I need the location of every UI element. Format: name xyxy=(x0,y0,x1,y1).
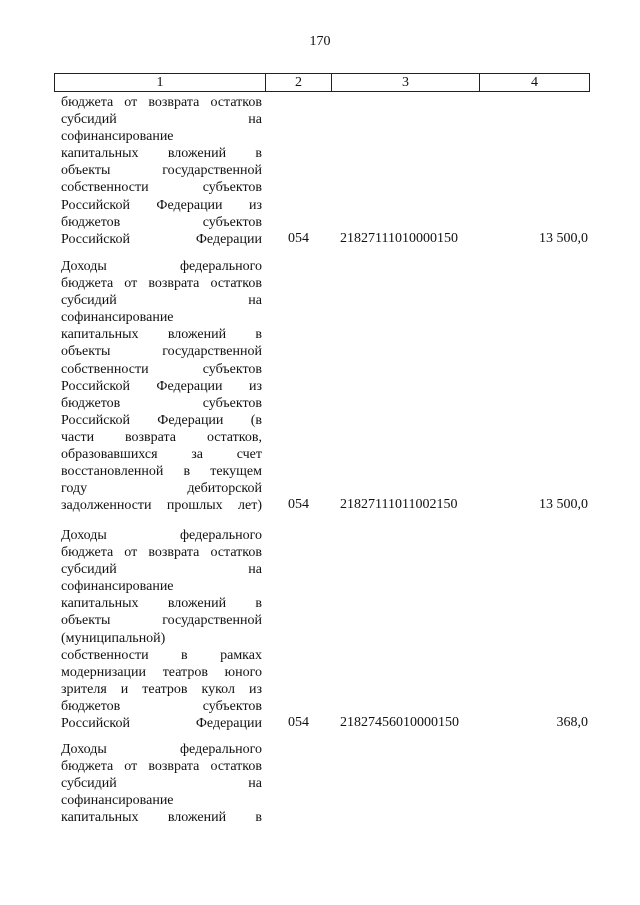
description-word: в xyxy=(255,146,262,162)
description-line xyxy=(61,809,262,826)
description-line: Российской Федерации xyxy=(61,716,262,732)
description-line: софинансирование xyxy=(61,129,174,145)
description-line: (муниципальной) xyxy=(61,630,166,646)
admin-code-cell: 054 xyxy=(288,230,309,246)
description-line xyxy=(61,326,262,343)
description-line: софинансирование xyxy=(61,793,174,809)
column-header-table xyxy=(54,73,590,92)
kbk-code-cell: 21827111011002150 xyxy=(340,497,458,513)
column-header-2: 2 xyxy=(266,74,332,92)
description-line xyxy=(61,343,262,360)
amount-cell: 368,0 xyxy=(556,715,588,731)
description-line: бюджета от возврата остатков xyxy=(61,759,262,775)
description-line: задолженности прошлых лет) xyxy=(61,498,262,514)
description-word: на xyxy=(248,112,262,128)
description-word: рамках xyxy=(220,647,262,663)
description-line: софинансирование xyxy=(61,579,174,595)
description-word: Российской xyxy=(61,197,130,213)
description-line xyxy=(61,446,262,463)
description-word: объекты xyxy=(61,163,111,179)
description-word: году xyxy=(61,481,88,497)
description-word: вложений xyxy=(167,146,227,162)
description-line xyxy=(61,395,262,412)
description-word: бюджетов xyxy=(61,214,121,230)
description-word: из xyxy=(248,378,262,394)
description-word: остатков, xyxy=(206,429,262,445)
column-header-1: 1 xyxy=(55,74,266,92)
description-word: на xyxy=(248,293,262,309)
description-word: капитальных xyxy=(61,596,139,612)
description-line xyxy=(61,741,262,758)
description-word: государственной xyxy=(162,163,262,179)
column-header-3: 3 xyxy=(332,74,480,92)
description-word: в xyxy=(183,464,191,480)
description-word: собственности xyxy=(61,361,149,377)
description-word: Федерации xyxy=(156,197,223,213)
description-line xyxy=(61,162,262,179)
description-word: Доходы xyxy=(61,742,107,757)
description-word: субъектов xyxy=(202,214,262,230)
description-word: Федерации xyxy=(157,412,224,428)
page-number: 170 xyxy=(309,34,331,49)
description-line xyxy=(61,145,262,162)
description-word: объекты xyxy=(61,613,111,629)
description-line xyxy=(61,179,262,196)
description-word: собственности xyxy=(61,647,149,663)
table-row-description xyxy=(61,741,262,826)
amount-cell: 13 500,0 xyxy=(539,230,588,246)
description-word: бюджетов xyxy=(61,698,121,714)
description-line xyxy=(61,480,262,497)
description-line xyxy=(61,698,262,715)
description-word: в xyxy=(255,327,262,343)
table-row-description xyxy=(61,527,262,732)
description-word: субъектов xyxy=(202,180,262,196)
description-word: субъектов xyxy=(202,361,262,377)
admin-code-cell: 054 xyxy=(288,497,309,513)
description-line xyxy=(61,412,262,429)
description-word: Российской xyxy=(61,412,130,428)
description-word: за xyxy=(191,447,203,463)
description-line xyxy=(61,463,262,480)
description-line: бюджета от возврата остатков xyxy=(61,545,262,561)
description-word: капитальных xyxy=(61,810,139,826)
description-word: Доходы xyxy=(61,528,107,543)
description-line xyxy=(61,561,262,578)
description-word: части xyxy=(61,429,95,445)
description-word: возврата xyxy=(125,429,177,445)
description-line xyxy=(61,429,262,446)
description-word: государственной xyxy=(162,613,262,629)
description-word: федерального xyxy=(179,259,262,274)
description-word: на xyxy=(248,776,262,792)
description-word: (в xyxy=(250,412,262,428)
description-line xyxy=(61,527,262,544)
description-line xyxy=(61,775,262,792)
description-word: образовавшихся xyxy=(61,447,158,463)
description-line: Российской Федерации xyxy=(61,231,262,247)
description-line xyxy=(61,378,262,395)
description-word: Российской xyxy=(61,378,130,394)
description-word: Доходы xyxy=(61,259,107,274)
description-word: вложений xyxy=(167,327,227,343)
description-word: на xyxy=(248,562,262,578)
description-word: в xyxy=(255,596,262,612)
column-header-row xyxy=(55,74,590,92)
description-word: федерального xyxy=(179,742,262,757)
description-word: бюджетов xyxy=(61,395,121,411)
description-word: объекты xyxy=(61,344,111,360)
table-row-description xyxy=(61,258,262,514)
description-line: модернизации театров юного xyxy=(61,664,262,680)
description-word: субсидий xyxy=(61,293,117,309)
description-line xyxy=(61,197,262,214)
table-row-description xyxy=(61,94,262,248)
description-word: дебиторской xyxy=(187,481,262,497)
description-line xyxy=(61,612,262,629)
description-word: капитальных xyxy=(61,146,139,162)
description-word: собственности xyxy=(61,180,149,196)
description-word: вложений xyxy=(167,810,227,826)
description-word: субсидий xyxy=(61,112,117,128)
description-word: счет xyxy=(236,447,262,463)
kbk-code-cell: 21827111010000150 xyxy=(340,230,458,246)
description-line xyxy=(61,647,262,664)
description-word: вложений xyxy=(167,596,227,612)
column-header-4: 4 xyxy=(480,74,590,92)
amount-cell: 13 500,0 xyxy=(539,497,588,513)
kbk-code-cell: 21827456010000150 xyxy=(340,715,459,731)
description-line xyxy=(61,214,262,231)
description-word: субъектов xyxy=(202,395,262,411)
description-word: капитальных xyxy=(61,327,139,343)
description-word: текущем xyxy=(210,464,262,480)
description-word: в xyxy=(181,647,188,663)
description-line xyxy=(61,111,262,128)
description-line: бюджета от возврата остатков xyxy=(61,95,262,110)
description-line xyxy=(61,361,262,378)
description-word: Федерации xyxy=(156,378,223,394)
description-line xyxy=(61,258,262,275)
description-word: восстановленной xyxy=(61,464,164,480)
description-word: субсидий xyxy=(61,562,117,578)
description-line: зрителя и театров кукол из xyxy=(61,681,262,697)
description-line: бюджета от возврата остатков xyxy=(61,276,262,292)
description-word: в xyxy=(255,810,262,826)
description-line xyxy=(61,292,262,309)
description-word: из xyxy=(248,197,262,213)
description-line xyxy=(61,595,262,612)
admin-code-cell: 054 xyxy=(288,715,309,731)
description-word: субсидий xyxy=(61,776,117,792)
description-word: федерального xyxy=(179,528,262,543)
description-word: государственной xyxy=(162,344,262,360)
description-line: софинансирование xyxy=(61,310,174,326)
description-word: субъектов xyxy=(202,698,262,714)
